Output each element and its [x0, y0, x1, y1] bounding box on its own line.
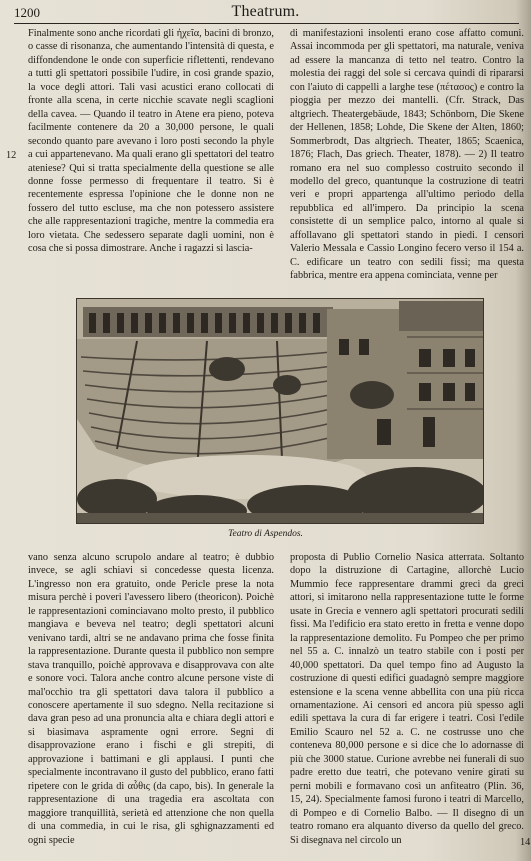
text-top-right: di manifestazioni insolenti erano cose affatto comuni. Assai incommoda per gli spettatori, ma naturale, veniva ad essere la mancanza di tetto nel teatro. Contro la molestia dei raggi del sole si cercava quindi di ripararsi con l'aiuto di cappelli a larghe tese (πέτασος) e contro la pioggia per mezzo dei mantelli. (Cfr. Strack, Das altgriech. Theatergebäude, 1843; Schönborn, Die Skene der Hellenen, 1858; Lohde, Die Skene der Alten, 1860; Sommerbrodt, Das altgriech. Theater, 1865; Scaenica, 1876; Flach, Das griech. Theater, 1878). — 2) Il teatro romano era nel suo complesso costruito secondo il modello del greco, quantunque la costruzione di teatri veri e propri appartenga all'ultimo periodo della repubblica ed all'impero. Da principio la scena consistette di un semplice palco, intorno al quale si affollavano gli spettatori stando in piedi. I censori Valerio Messala e Cassio Longino fecero verso il 154 a. C. edificare un teatro con sedili fissi; ma questa fabbrica, mentre era appena cominciata, venne per	[290, 28, 524, 282]
margin-line-number: 14	[520, 837, 531, 848]
margin-line-number: 12	[6, 150, 17, 161]
column-bottom-right	[290, 551, 524, 854]
illustration-theatre-of-aspendos	[76, 298, 484, 524]
page-number: 1200	[14, 5, 40, 20]
header-rule	[14, 23, 519, 24]
text-bottom-left: vano senza alcuno scrupolo andare al teatro; è dubbio invece, se agli schiavi si concedesse questa licenza. L'ingresso non era gratuito, onde Pericle prese la nota misura perchè i poveri l'avessero libero (theoricon). Poichè le rappresentazioni cominciavano molto presto, il pubblico mangiava e beveva nel teatro; degli spettatori alcuni venivano tardi, altri se ne andavano prima che fosse finita la rappresentazione. Durante questa il pubblico non sempre stava tranquillo, poichè approvava e disapprovava con alte e sonore voci. Talora anche contro alcune persone viste di mal'occhio tra gli spettatori dava talora il pubblico a conoscere apertamente il suo sdegno. Nella recitazione si dava gran peso ad una pronuncia alta e chiara degli attori e si biasimava aspramente ogni errore. Segni di disapprovazione erano i fischi e gli strepiti, di approvazione i battimani e gli applausi. I punti che specialmente incontravano il gusto del pubblico, erano fatti ripetere con le grida di αὖθις (da capo, bis). In generale la rappresentazione di una tragedia era ascoltata con maggiore tranquillità, serietà ed attenzione che non quella di una commedia, in cui le risa, gli sghignazzamenti ed ogni specie	[28, 552, 274, 846]
text-bottom-right: proposta di Publio Cornelio Nasica atterrata. Soltanto dopo la distruzione di Cartagine, allorchè Lucio Mummio fece rappresentare drammi greci da greci attori, si imitarono nella rappresentazione tutte le forme usate in Grecia e vennero agli spettatori procurati sedili fissi. Ma l'edificio era stato eretto in fretta e venne dopo la rappresentazione demolito. Fu Pompeo che per primo nel 55 a. C. innalzò un teatro stabile con i posti per 40,000 spettatori. Da quel tempo fino ad Augusto la costruzione di questi edifici guadagnò sempre maggiore estensione e la scena venne abbellita con una più ricca ornamentazione. Ai censori ed ancora più spesso agli edili spettava la cura di far erigere i teatri. Così l'edile Emilio Scauro nel 52 a. C. ne costrusse uno che conteneva 80,000 persone e si dice che lo adornasse di più che 3000 statue. Curione avrebbe nei funerali di suo padre eretto due teatri, che potevano venire girati su perni mobili e formavano così un anfiteatro (Plin. 36, 15, 24). Specialmente famosi furono i teatri di Marcello, di Pompeo e di Cornelio Balbo. — Il disegno di un teatro romano era alquanto diverso da quello del greco. Si disegnava nel circolo un	[290, 552, 524, 846]
column-top-left	[28, 27, 274, 293]
page-title: Theatrum.	[231, 3, 300, 20]
column-top-right	[290, 27, 524, 293]
engraving-image	[77, 299, 483, 523]
figure-caption: Teatro di Aspendos.	[228, 529, 303, 539]
text-top-left: Finalmente sono anche ricordati gli ἠχεῖα, bacini di bronzo, o casse di risonanza, che aumentando l'intensità di questa, e diffondendone le onde con superficie riflettenti, rendevano a tutti gli spettatori possibile l'udire, in così grande spazio, la voce degli attori. Tali vasi acustici erano collocati di fronte alla scena, in certe nicchie scavate negli scaglioni della cavea. — Quando il teatro in Atene era pieno, poteva facilmente contenere da 20 a 30,000 persone, le quali secondo quanto pare avevano i loro posti secondo la phyle a cui appartenevano. Ma quali erano gli spettatori del teatro ateniese? Qui si tratta specialmente della questione se alle donne fosse permesso di frequentare il teatro. Si è recentemente espressa l'opinione che le donne non ne fossero del tutto escluse, ma che non potessero assistere che alle rappresentazioni tragiche, mentre la commedia era loro vietata. Che sedessero separate dagli uomini, non è cosa che si possa dimostrare. Anche i ragazzi si lascia-	[28, 28, 274, 255]
running-header	[14, 5, 517, 23]
column-bottom-left	[28, 551, 274, 854]
